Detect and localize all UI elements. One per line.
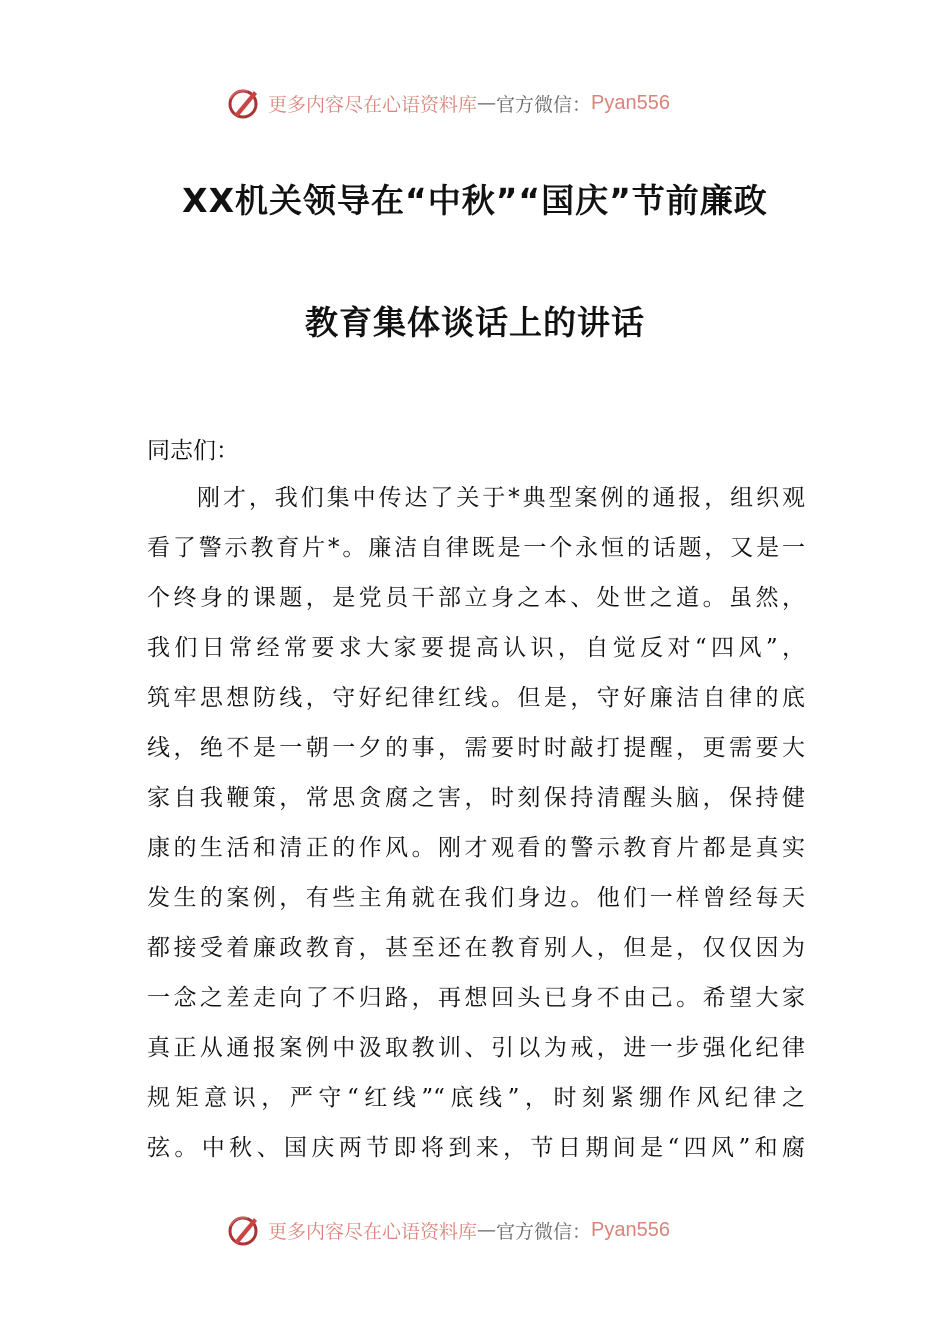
watermark-dash: — (477, 92, 497, 114)
body-line: 刚才，我们集中传达了关于*典型案例的通报，组织观 (197, 485, 805, 511)
body-line: 一念之差走向了不归路，再想回头已身不由己。希望大家 (147, 985, 805, 1011)
body-line: 康的生活和清正的作风。刚才观看的警示教育片都是真实 (147, 835, 805, 861)
watermark-site-text: 更多内容尽在心语资料库 (268, 1220, 478, 1243)
body-line: 线，绝不是一朝一夕的事，需要时时敲打提醒，更需要大 (147, 735, 805, 761)
footer-watermark (226, 1210, 670, 1250)
body-line: 家自我鞭策，常思贪腐之害，时刻保持清醒头脑，保持健 (147, 785, 805, 811)
body-line: 都接受着廉政教育，甚至还在教育别人，但是，仅仅因为 (147, 935, 805, 961)
document-title-line-1: XX机关领导在“中秋”“国庆”节前廉政 (182, 181, 768, 220)
body-line: 规矩意识，严守“红线”“底线”，时刻紧绷作风纪律之 (147, 1085, 805, 1111)
body-line: 发生的案例，有些主角就在我们身边。他们一样曾经每天 (147, 885, 805, 911)
greeting: 同志们： (147, 438, 239, 464)
body-line: 真正从通报案例中汲取教训、引以为戒，进一步强化纪律 (147, 1035, 805, 1061)
pen-logo-icon (226, 1212, 262, 1248)
watermark-wechat-label: 官方微信： (496, 1220, 592, 1243)
body-line: 我们日常经常要求大家要提高认识，自觉反对“四风”， (147, 635, 805, 661)
watermark-wechat-id: Pyan556 (591, 91, 670, 114)
body-line: 看了警示教育片*。廉洁自律既是一个永恒的话题，又是一 (147, 535, 805, 561)
document-body (147, 478, 805, 1178)
watermark-site-text: 更多内容尽在心语资料库 (268, 93, 478, 116)
body-line: 弦。中秋、国庆两节即将到来，节日期间是“四风”和腐 (147, 1135, 805, 1161)
watermark-wechat-id: Pyan556 (591, 1218, 670, 1241)
body-line: 个终身的课题，是党员干部立身之本、处世之道。虽然， (147, 585, 805, 611)
watermark-dash: — (477, 1219, 497, 1241)
document-title-line-2: 教育集体谈话上的讲话 (305, 303, 645, 342)
body-line: 筑牢思想防线，守好纪律红线。但是，守好廉洁自律的底 (147, 685, 805, 711)
pen-logo-icon (226, 85, 262, 121)
header-watermark (226, 83, 670, 123)
watermark-wechat-label: 官方微信： (496, 93, 592, 116)
